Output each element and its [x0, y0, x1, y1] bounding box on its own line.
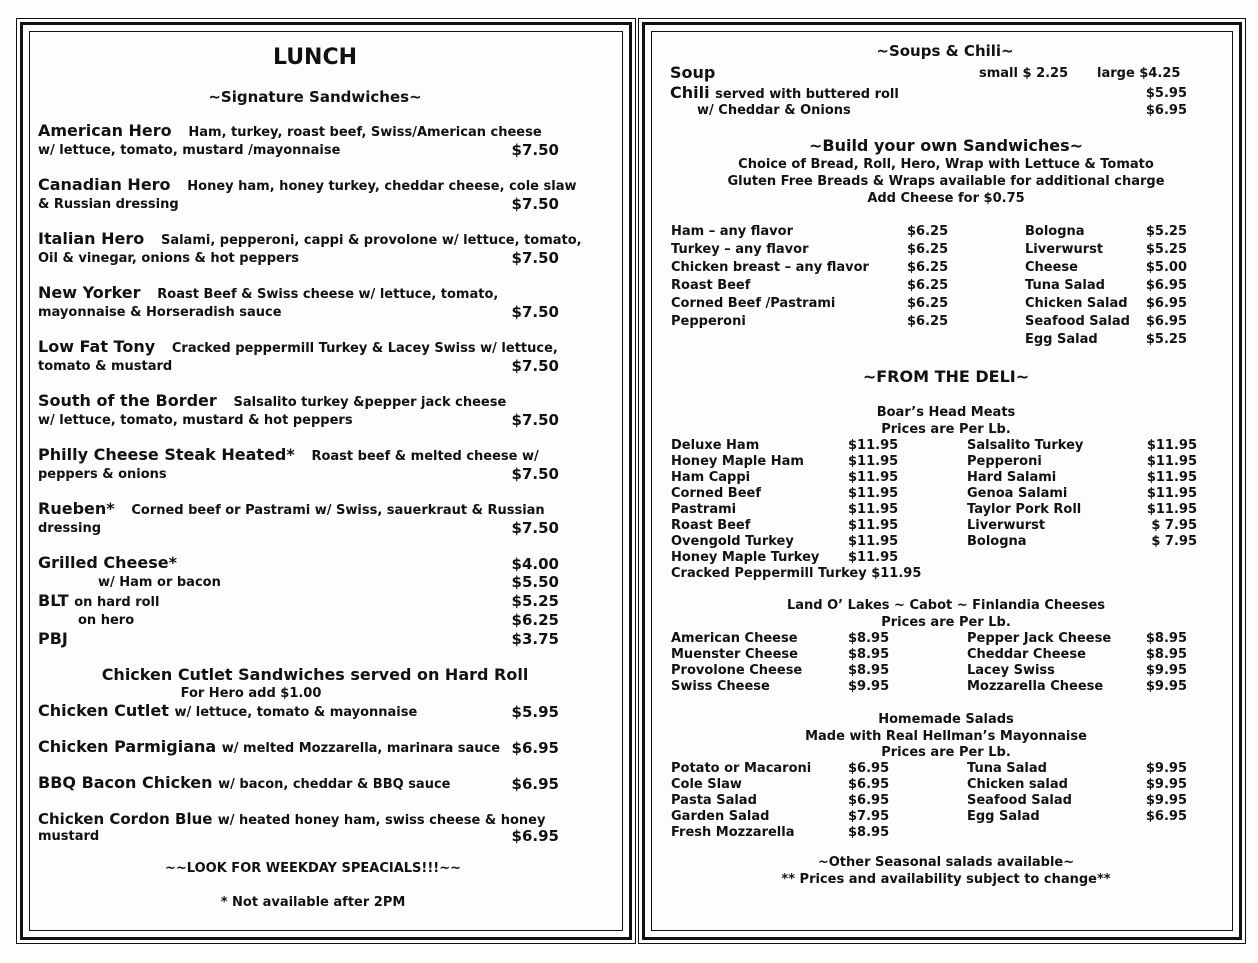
meats-item-name: Honey Maple Turkey — [671, 550, 820, 565]
soups-deli-panel — [642, 22, 1242, 940]
pbj-name: PBJ — [38, 629, 68, 648]
cheese-item-price: $9.95 — [1145, 663, 1187, 678]
build-line2: Gluten Free Breads & Wraps available for additional charge — [727, 174, 1165, 189]
chicken-cutlet-price: $5.95 — [511, 703, 559, 721]
build-item-name: Turkey – any flavor — [671, 242, 809, 257]
sandwich-desc-line2: & Russian dressing — [38, 197, 179, 212]
meats-heading: Boar’s Head Meats — [876, 405, 1016, 420]
build-item-name: Bologna — [1025, 224, 1085, 239]
sandwich-desc-line2: w/ lettuce, tomato, mustard & hot peppers — [38, 413, 353, 428]
footnote: * Not available after 2PM — [220, 895, 406, 910]
meats-item-price: $11.95 — [848, 470, 899, 485]
meats-item-price: $11.95 — [1146, 438, 1197, 453]
sandwich-desc: Cracked peppermill Turkey & Lacey Swiss w/ lettuce, — [171, 341, 558, 356]
build-item-name: Liverwurst — [1025, 242, 1104, 257]
build-item-price: $5.25 — [1145, 224, 1187, 239]
soup-large-price: large $4.25 — [1097, 66, 1181, 81]
chili-sub: w/ Cheddar & Onions — [697, 103, 851, 118]
build-item-price: $6.25 — [907, 224, 949, 239]
build-item-price: $6.95 — [1145, 296, 1187, 311]
sandwich-name: American Hero — [38, 121, 172, 140]
meats-item-name: Deluxe Ham — [671, 438, 760, 453]
grilled-cheese-ham-name: w/ Ham or bacon — [98, 575, 221, 590]
build-item-price: $6.25 — [907, 242, 949, 257]
meats-item-price: $11.95 — [848, 518, 899, 533]
sandwich-name: Low Fat Tony — [38, 337, 156, 356]
salads-item-price: $6.95 — [848, 793, 890, 808]
salads-item-name: Seafood Salad — [967, 793, 1072, 808]
chicken-parmigiana-price: $6.95 — [511, 739, 559, 757]
meats-item-price: $11.95 — [848, 454, 899, 469]
cheese-item-name: Swiss Cheese — [671, 679, 770, 694]
build-item-name: Pepperoni — [671, 314, 746, 329]
bbq-bacon-chicken: BBQ Bacon Chicken w/ bacon, cheddar & BBQ sauce — [38, 773, 451, 792]
cheese-item-name: Lacey Swiss — [967, 663, 1055, 678]
grilled-cheese-price: $4.00 — [511, 555, 559, 573]
cheese-sub: Prices are Per Lb. — [881, 615, 1011, 630]
build-item-name: Ham – any flavor — [671, 224, 794, 239]
chili-price: $5.95 — [1145, 86, 1187, 101]
meats-item-price: $11.95 — [848, 550, 899, 565]
grilled-cheese-name: Grilled Cheese* — [38, 553, 177, 572]
build-item-price: $6.25 — [907, 314, 949, 329]
chicken-cordon-blue: Chicken Cordon Blue w/ heated honey ham, swiss cheese & honey — [38, 810, 546, 828]
salads-item-name: Chicken salad — [967, 777, 1068, 792]
cheese-item-price: $8.95 — [848, 647, 890, 662]
sandwich-price: $7.50 — [511, 411, 559, 429]
build-heading: ~Build your own Sandwiches~ — [808, 136, 1084, 155]
sandwich-title-line — [38, 339, 558, 357]
sandwich-price: $7.50 — [511, 141, 559, 159]
blt-hero-price: $6.25 — [511, 611, 559, 629]
cheese-item-name: American Cheese — [671, 631, 798, 646]
bbq-bacon-chicken-price: $6.95 — [511, 775, 559, 793]
meats-item-price: $11.95 — [848, 534, 899, 549]
build-line3: Add Cheese for $0.75 — [867, 191, 1025, 206]
sandwich-name: New Yorker — [38, 283, 141, 302]
meats-item-price: $11.95 — [1146, 486, 1197, 501]
deli-heading: ~FROM THE DELI~ — [862, 367, 1030, 386]
sandwich-price: $7.50 — [511, 249, 559, 267]
meats-item-name: Bologna — [967, 534, 1027, 549]
meats-item-name: Hard Salami — [967, 470, 1057, 485]
meats-item-name: Ovengold Turkey — [671, 534, 794, 549]
blt-name: BLT on hard roll — [38, 591, 160, 610]
cheese-item-price: $8.95 — [1145, 647, 1187, 662]
salads-item-price: $9.95 — [1145, 761, 1187, 776]
sandwich-desc-line2: Oil & vinegar, onions & hot peppers — [38, 251, 299, 266]
sandwich-name: Philly Cheese Steak Heated* — [38, 445, 295, 464]
salads-item-price: $8.95 — [848, 825, 890, 840]
sandwich-desc: Salami, pepperoni, cappi & provolone w/ lettuce, tomato, — [160, 233, 582, 248]
cheese-item-name: Muenster Cheese — [671, 647, 798, 662]
salads-item-name: Garden Salad — [671, 809, 770, 824]
pbj-price: $3.75 — [511, 630, 559, 648]
salads-item-name: Fresh Mozzarella — [671, 825, 795, 840]
weekday-specials: ~~LOOK FOR WEEKDAY SPEACIALS!!!~~ — [165, 861, 461, 876]
sandwich-desc: Ham, turkey, roast beef, Swiss/American cheese — [188, 125, 542, 140]
cheese-item-price: $8.95 — [848, 631, 890, 646]
sandwich-name: Canadian Hero — [38, 175, 171, 194]
chili-name: Chili served with buttered roll — [670, 83, 899, 102]
sandwich-price: $7.50 — [511, 195, 559, 213]
sandwich-desc: Honey ham, honey turkey, cheddar cheese, cole slaw — [187, 179, 577, 194]
meats-item-name: Ham Cappi — [671, 470, 751, 485]
salads-item-price: $9.95 — [1145, 793, 1187, 808]
sandwich-name: Italian Hero — [38, 229, 145, 248]
grilled-cheese-ham-price: $5.50 — [511, 573, 559, 591]
sandwich-price: $7.50 — [511, 357, 559, 375]
build-item-price: $6.25 — [907, 278, 949, 293]
cracked-peppermill-turkey: Cracked Peppermill Turkey $11.95 — [671, 566, 922, 581]
sandwich-desc-line2: w/ lettuce, tomato, mustard /mayonnaise — [38, 143, 341, 158]
cheese-item-price: $8.95 — [848, 663, 890, 678]
sandwich-title-line — [38, 501, 545, 519]
salads-item-name: Pasta Salad — [671, 793, 757, 808]
salads-item-price: $6.95 — [848, 777, 890, 792]
soup-small-price: small $ 2.25 — [979, 66, 1069, 81]
sandwich-price: $7.50 — [511, 519, 559, 537]
build-item-price: $6.25 — [907, 260, 949, 275]
meats-item-price: $ 7.95 — [1151, 518, 1197, 533]
cheese-heading: Land O’ Lakes ~ Cabot ~ Finlandia Cheeses — [786, 598, 1106, 613]
build-line1: Choice of Bread, Roll, Hero, Wrap with Lettuce & Tomato — [738, 157, 1154, 172]
cheese-item-price: $9.95 — [848, 679, 890, 694]
salads-sub2: Prices are Per Lb. — [881, 745, 1011, 760]
meats-item-price: $11.95 — [848, 502, 899, 517]
build-item-price: $5.25 — [1145, 332, 1187, 347]
build-item-name: Tuna Salad — [1025, 278, 1105, 293]
meats-item-name: Roast Beef — [671, 518, 751, 533]
meats-sub: Prices are Per Lb. — [881, 422, 1011, 437]
cheese-item-name: Mozzarella Cheese — [967, 679, 1104, 694]
build-item-name: Chicken breast – any flavor — [671, 260, 869, 275]
sandwich-desc: Roast Beef & Swiss cheese w/ lettuce, tomato, — [157, 287, 499, 302]
signature-heading: ~Signature Sandwiches~ — [208, 88, 422, 106]
build-item-price: $6.25 — [907, 296, 949, 311]
build-item-name: Cheese — [1025, 260, 1078, 275]
build-item-price: $5.25 — [1145, 242, 1187, 257]
meats-item-price: $11.95 — [1146, 454, 1197, 469]
build-item-name: Seafood Salad — [1025, 314, 1130, 329]
other-salads: ~Other Seasonal salads available~ — [817, 855, 1075, 870]
lunch-title: LUNCH — [272, 45, 358, 70]
disclaimer: ** Prices and availability subject to change** — [781, 872, 1111, 887]
build-item-name: Chicken Salad — [1025, 296, 1128, 311]
salads-heading: Homemade Salads — [878, 712, 1014, 727]
meats-item-price: $11.95 — [848, 486, 899, 501]
chicken-cutlet: Chicken Cutlet w/ lettuce, tomato & mayonnaise — [38, 701, 418, 720]
cheese-item-name: Cheddar Cheese — [967, 647, 1086, 662]
sandwich-title-line — [38, 447, 539, 465]
soups-heading: ~Soups & Chili~ — [876, 42, 1014, 60]
build-item-name: Egg Salad — [1025, 332, 1098, 347]
cheese-item-price: $9.95 — [1145, 679, 1187, 694]
lunch-menu-panel — [20, 22, 632, 940]
cheese-item-price: $8.95 — [1145, 631, 1187, 646]
salads-item-name: Egg Salad — [967, 809, 1040, 824]
sandwich-desc: Roast beef & melted cheese w/ — [311, 449, 539, 464]
chicken-parmigiana: Chicken Parmigiana w/ melted Mozzarella, marinara sauce — [38, 737, 501, 756]
sandwich-title-line — [38, 285, 498, 303]
meats-item-name: Corned Beef — [671, 486, 761, 501]
build-item-name: Roast Beef — [671, 278, 751, 293]
salads-sub1: Made with Real Hellman’s Mayonnaise — [805, 729, 1087, 744]
meats-item-name: Salsalito Turkey — [967, 438, 1084, 453]
sandwich-desc: Salsalito turkey &pepper jack cheese — [233, 395, 507, 410]
cheese-item-name: Pepper Jack Cheese — [967, 631, 1112, 646]
sandwich-desc-line2: dressing — [38, 521, 102, 536]
sandwich-price: $7.50 — [511, 465, 559, 483]
meats-item-name: Pepperoni — [967, 454, 1042, 469]
salads-item-price: $9.95 — [1145, 777, 1187, 792]
sandwich-price: $7.50 — [511, 303, 559, 321]
build-item-price: $5.00 — [1145, 260, 1187, 275]
meats-item-name: Genoa Salami — [967, 486, 1068, 501]
sandwich-name: South of the Border — [38, 391, 217, 410]
build-item-price: $6.95 — [1145, 278, 1187, 293]
chicken-cordon-blue-price: $6.95 — [511, 827, 559, 845]
meats-item-price: $ 7.95 — [1151, 534, 1197, 549]
sandwich-name: Rueben* — [38, 499, 115, 518]
sandwich-desc: Corned beef or Pastrami w/ Swiss, sauerkraut & Russian — [131, 503, 545, 518]
sandwich-desc-line2: tomato & mustard — [38, 359, 173, 374]
meats-item-name: Pastrami — [671, 502, 737, 517]
blt-hero-name: on hero — [78, 613, 135, 628]
cutlet-sub: For Hero add $1.00 — [180, 686, 322, 701]
build-item-price: $6.95 — [1145, 314, 1187, 329]
chili-sub-price: $6.95 — [1145, 103, 1187, 118]
salads-item-price: $6.95 — [1145, 809, 1187, 824]
cutlet-heading: Chicken Cutlet Sandwiches served on Hard Roll — [101, 665, 529, 684]
salads-item-name: Potato or Macaroni — [671, 761, 812, 776]
build-item-name: Corned Beef /Pastrami — [671, 296, 836, 311]
meats-item-price: $11.95 — [1146, 502, 1197, 517]
sandwich-title-line — [38, 393, 506, 411]
cheese-item-name: Provolone Cheese — [671, 663, 803, 678]
meats-item-name: Liverwurst — [967, 518, 1046, 533]
soup-name: Soup — [670, 63, 716, 82]
sandwich-title-line — [38, 123, 542, 141]
chicken-cordon-blue-desc2: mustard — [38, 829, 100, 844]
salads-item-name: Cole Slaw — [671, 777, 742, 792]
meats-item-name: Honey Maple Ham — [671, 454, 804, 469]
meats-item-name: Taylor Pork Roll — [967, 502, 1082, 517]
sandwich-title-line — [38, 231, 582, 249]
meats-item-price: $11.95 — [1146, 470, 1197, 485]
salads-item-price: $6.95 — [848, 761, 890, 776]
sandwich-desc-line2: peppers & onions — [38, 467, 167, 482]
sandwich-title-line — [38, 177, 577, 195]
blt-price: $5.25 — [511, 592, 559, 610]
salads-item-price: $7.95 — [848, 809, 890, 824]
sandwich-desc-line2: mayonnaise & Horseradish sauce — [38, 305, 282, 320]
meats-item-price: $11.95 — [848, 438, 899, 453]
salads-item-name: Tuna Salad — [967, 761, 1047, 776]
